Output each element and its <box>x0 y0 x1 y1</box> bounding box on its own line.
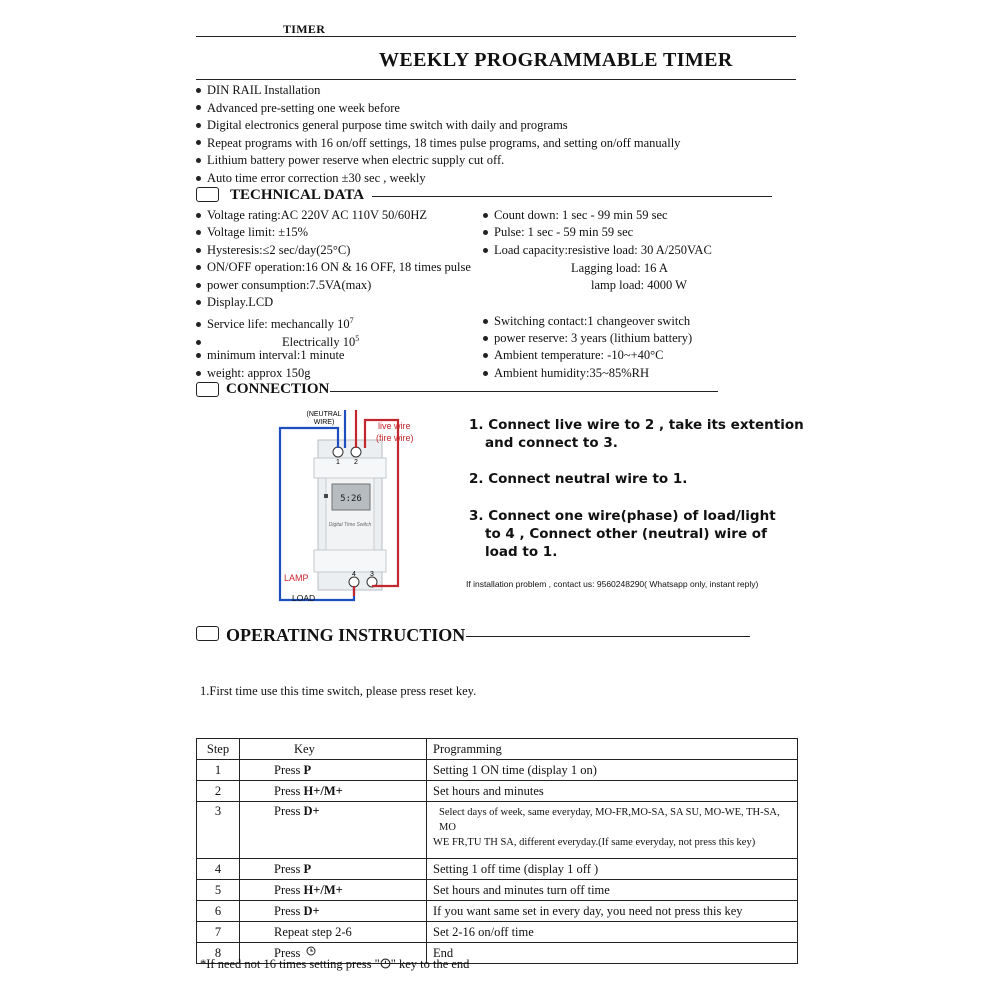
table-row: 3 Press D+ Select days of week, same everyday, MO-FR,MO-SA, SA SU, MO-WE, TH-SA, MO WE FR,TU TH SA, different everyday.(If same everyday, not press this key) <box>197 802 798 859</box>
clock-icon <box>306 946 316 956</box>
terminal-2-label: 2 <box>354 459 358 466</box>
header-programming: Programming <box>427 739 798 760</box>
spec-item: Switching contact:1 changeover switch <box>483 313 690 330</box>
spec-item: lamp load: 4000 W <box>591 278 687 292</box>
neutral-label-2: WIRE) <box>313 419 335 426</box>
spec-item: Hysteresis:≤2 sec/day(25°C) <box>196 242 350 259</box>
spec-item: power reserve: 3 years (lithium battery) <box>483 330 692 347</box>
table-row: 5 Press H+/M+ Set hours and minutes turn off time <box>197 880 798 901</box>
spec-item: Display.LCD <box>196 294 273 311</box>
operating-divider <box>466 636 750 637</box>
feature-list <box>196 82 680 188</box>
table-row: 2 Press H+/M+ Set hours and minutes <box>197 781 798 802</box>
lamp-label: LAMP <box>284 573 309 583</box>
spec-item: Ambient humidity:35~85%RH <box>483 365 649 382</box>
operating-title: OPERATING INSTRUCTION <box>226 625 466 645</box>
bullet-icon <box>196 176 201 181</box>
spec-item: weight: approx 150g <box>196 365 310 382</box>
feature-item: Advanced pre-setting one week before <box>196 100 680 118</box>
spec-item: ON/OFF operation:16 ON & 16 OFF, 18 times pulse <box>196 259 471 276</box>
operating-intro: 1.First time use this time switch, please press reset key. <box>200 684 477 698</box>
terminal-4-label: 4 <box>352 571 356 578</box>
terminal-1-label: 1 <box>336 459 340 466</box>
checkbox-icon <box>196 626 219 641</box>
bullet-icon <box>196 123 201 128</box>
live-label-2: (fire wire) <box>376 433 414 443</box>
load-label: LOAD <box>292 593 316 603</box>
bullet-icon <box>196 140 201 145</box>
feature-item: Digital electronics general purpose time switch with daily and programs <box>196 117 680 135</box>
header-label: TIMER <box>283 22 326 36</box>
terminal-2-screw <box>351 447 361 457</box>
device-caption: Digital Time Switch <box>328 522 372 528</box>
spec-item: Voltage rating:AC 220V AC 110V 50/60HZ <box>196 207 427 224</box>
page-title: WEEKLY PROGRAMMABLE TIMER <box>379 49 733 71</box>
technical-divider <box>372 196 772 197</box>
feature-item: Lithium battery power reserve when electric supply cut off. <box>196 152 680 170</box>
connection-step-2: 2. Connect neutral wire to 1. <box>469 471 688 487</box>
spec-item: Ambient temperature: -10~+40°C <box>483 347 663 364</box>
connection-step-3: 3. Connect one wire(phase) of load/light to 4 , Connect other (neutral) wire of load to 1. <box>469 508 776 560</box>
table-row: 8 Press End <box>197 943 798 964</box>
bullet-icon <box>196 88 201 93</box>
spec-item: Pulse: 1 sec - 59 min 59 sec <box>483 224 633 241</box>
connection-step-1: 1. Connect live wire to 2 , take its extention and connect to 3. <box>469 417 804 451</box>
spec-item: Lagging load: 16 A <box>571 261 668 275</box>
spec-item: power consumption:7.5VA(max) <box>196 277 371 294</box>
feature-item: DIN RAIL Installation <box>196 82 680 100</box>
table-header-row <box>197 739 798 760</box>
table-row: 1 Press P Setting 1 ON time (display 1 on) <box>197 760 798 781</box>
feature-item: Repeat programs with 16 on/off settings, 18 times pulse programs, and setting on/off manually <box>196 135 680 153</box>
header-divider-bottom <box>196 79 796 80</box>
neutral-label-1: (NEUTRAL <box>306 411 342 418</box>
header-key: Key <box>240 739 427 760</box>
table-row: 4 Press P Setting 1 off time (display 1 off ) <box>197 859 798 880</box>
programming-table <box>196 738 798 964</box>
bullet-icon <box>196 105 201 110</box>
technical-data-title: TECHNICAL DATA <box>230 187 365 203</box>
feature-item: Auto time error correction ±30 sec , weekly <box>196 170 680 188</box>
header-divider-top <box>196 36 796 37</box>
spec-item: Load capacity:resistive load: 30 A/250VAC <box>483 242 712 259</box>
live-label-1: live wire <box>378 421 411 431</box>
spec-item: Voltage limit: ±15% <box>196 224 308 241</box>
footnote: *If need not 16 times setting press " " key to the end <box>200 957 470 971</box>
header-step: Step <box>197 739 240 760</box>
device-bottom-rail <box>314 550 386 572</box>
connection-title: CONNECTION <box>226 381 330 397</box>
svg-text:5:26: 5:26 <box>340 494 362 504</box>
spec-item: Service life: mechancally $10^7$ <box>196 312 354 333</box>
terminal-1-screw <box>333 447 343 457</box>
spec-item: Count down: 1 sec - 99 min 59 sec <box>483 207 668 224</box>
connection-divider <box>330 391 718 392</box>
device-top-rail <box>314 458 386 478</box>
spec-item: minimum interval:1 minute <box>196 347 344 364</box>
checkbox-icon <box>196 382 219 397</box>
table-row: 6 Press D+ If you want same set in every day, you need not press this key <box>197 901 798 922</box>
clock-icon <box>380 958 391 969</box>
spec-item: Electrically $10^5$ <box>196 330 359 351</box>
reset-button <box>324 494 328 498</box>
bullet-icon <box>196 158 201 163</box>
table-row: 7 Repeat step 2-6 Set 2-16 on/off time <box>197 922 798 943</box>
terminal-4-screw <box>349 577 359 587</box>
checkbox-icon <box>196 187 219 202</box>
contact-note: If installation problem , contact us: 9560248290( Whatsapp only, instant reply) <box>466 579 759 589</box>
terminal-3-label: 3 <box>370 571 374 578</box>
wiring-diagram <box>270 400 430 610</box>
